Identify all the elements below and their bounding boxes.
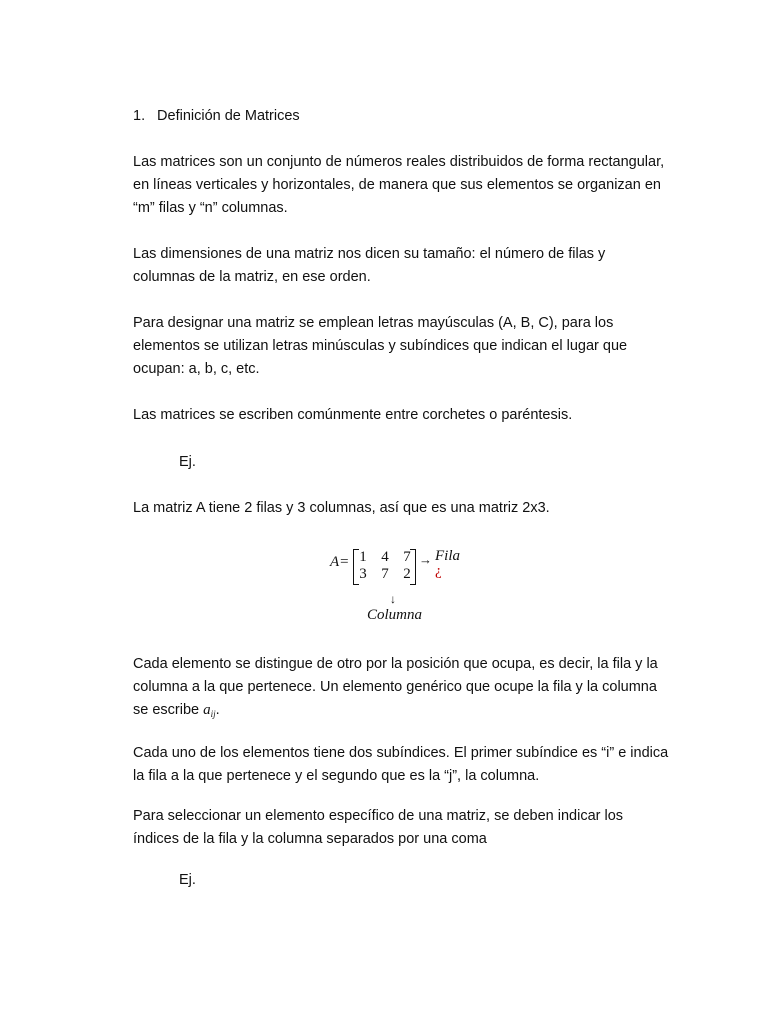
text-line: Para designar una matriz se emplean letras mayúsculas (A, B, C), para los: [133, 315, 614, 331]
down-arrow-icon: ↓: [390, 592, 396, 606]
matrix-cell: 7: [381, 566, 389, 582]
text-line: en líneas verticales y horizontales, de manera que sus elementos se organizan en: [133, 177, 661, 193]
text-line: la fila a la que pertenece y el segundo que es la “j”, la columna.: [133, 768, 540, 784]
example-label: Ej.: [179, 454, 196, 470]
text-line: La matriz A tiene 2 filas y 3 columnas, así que es una matriz 2x3.: [133, 500, 550, 516]
text-line: columna a la que pertenece. Un elemento genérico que ocupe la fila y la columna: [133, 679, 657, 695]
aij-base: a: [203, 702, 211, 718]
text-line: [133, 699, 673, 726]
generic-element-symbol: [203, 702, 216, 718]
heading-title: Definición de Matrices: [157, 108, 300, 124]
text-line: columnas de la matriz, en ese orden.: [133, 269, 371, 285]
text-line: “m” filas y “n” columnas.: [133, 200, 288, 216]
paragraph-selection: [133, 805, 673, 851]
text-line: elementos se utilizan letras minúsculas y subíndices que indican el lugar que: [133, 338, 628, 354]
matrix-cell: 2: [403, 566, 411, 582]
columna-label: Columna: [367, 607, 423, 623]
section-heading: [133, 105, 300, 128]
text-line: Las matrices son un conjunto de números reales distribuidos de forma rectangular,: [133, 154, 665, 170]
text-line: Las matrices se escriben comúnmente entre corchetes o paréntesis.: [133, 407, 573, 423]
text-line: Para seleccionar un elemento específico de una matriz, se deben indicar los: [133, 808, 624, 824]
right-bracket: [410, 549, 416, 585]
text-line: Cada uno de los elementos tiene dos subíndices. El primer subíndice es “i” e indica: [133, 745, 669, 761]
matrix-cell: 3: [359, 566, 367, 582]
text-fragment: .: [215, 702, 220, 718]
text-line: Las dimensiones de una matriz nos dicen su tamaño: el número de filas y: [133, 246, 606, 262]
paragraph-subindices: [133, 742, 673, 788]
text-line: Cada elemento se distingue de otro por la posición que ocupa, es decir, la fila y la: [133, 656, 658, 672]
equation-lhs: A=: [330, 554, 350, 570]
matrix-cell: 7: [403, 549, 411, 565]
paragraph-definition: [133, 151, 673, 220]
text-line: índices de la fila y la columna separados por una coma: [133, 831, 487, 847]
heading-number: 1.: [133, 108, 146, 124]
paragraph-example-size: [133, 497, 673, 520]
paragraph-notation: [133, 312, 673, 381]
inverted-question-mark: ¿: [435, 563, 442, 579]
paragraph-brackets: [133, 404, 673, 427]
matrix-cell: 4: [381, 549, 389, 565]
aij-subscript: ij: [210, 709, 216, 719]
matrix-cell: 1: [359, 549, 367, 565]
text-fragment: se escribe: [133, 702, 200, 718]
paragraph-position: [133, 653, 673, 726]
text-line: ocupan: a, b, c, etc.: [133, 361, 260, 377]
example-label: Ej.: [179, 872, 196, 888]
right-arrow-icon: →: [419, 552, 432, 567]
fila-label: Fila: [435, 548, 460, 564]
paragraph-dimensions: [133, 243, 673, 289]
